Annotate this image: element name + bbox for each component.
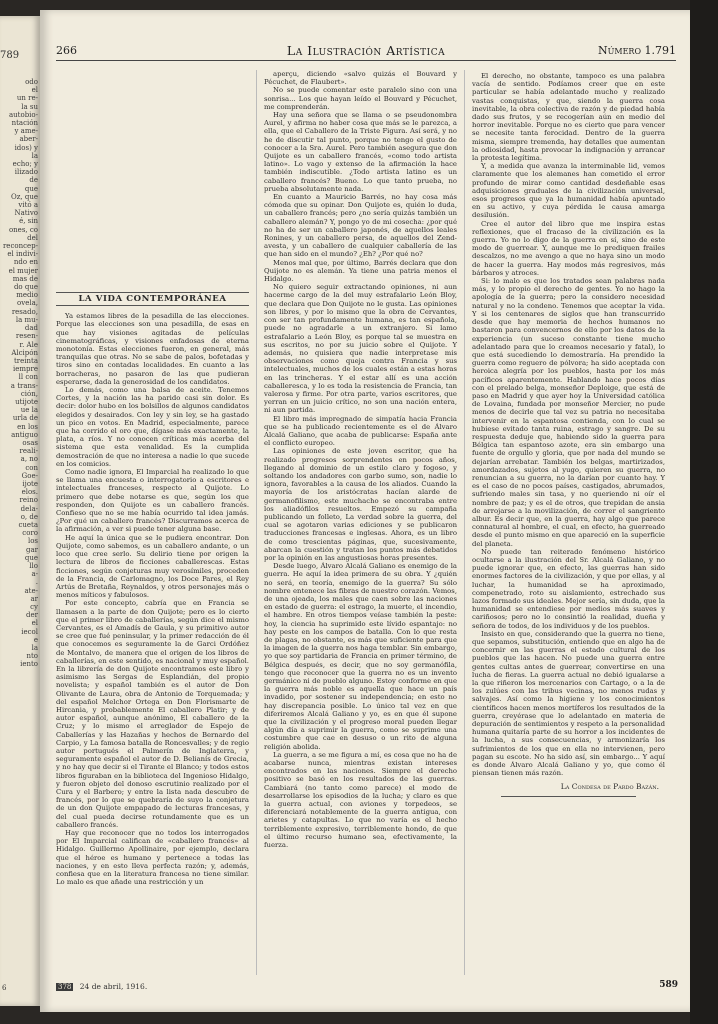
paragraph: Las opiniones de este joven escritor, que ha realizado progresos sorprendentes en pocos años, llegando al dominio de un estilo claro y fogoso, y soltando los andadores con garbo sumo, son, nadie lo ignora, favorables a la causa de los aliados. Cuando la mayoría de los aristócratas hacían alarde de germanofilismo, este muchacho se encontraba entre los aliadófilos resueltos. Empezó su campaña publicando un folleto, La verdad sobre la guerra, del cual se agotaron varias ediciones y se publicaron traducciones francesas e inglesas. Ahora, es un libro de como trescientas páginas, que, sucesivamente, abarcan la cuestión y tratan los puntos más debatidos por la opinión en las angustiosas horas presentes. bbox=[264, 447, 457, 562]
fragment-line: iempre bbox=[13, 365, 38, 374]
fragment-line: e bbox=[33, 635, 38, 644]
fragment-line: en los bbox=[17, 422, 38, 431]
paragraph: El derecho, no obstante, tampoco es una palabra vacía de sentido. Podíamos creer que en este particular se había adelantado mucho y realizado vastas conquistas, y que, siendo la guerra cosa inevitable, la obra colectiva de razón y de piedad había dado sus frutos, y se recogerían aún en medio del horror inevitable. Porque no es cierto que para vencer se necesite tanta ferocidad. Dentro de la guerra misma, siempre tremenda, hay detalles que aumentan la odiosidad, hasta provocar la indignación y arrancar la protesta legítima. bbox=[472, 72, 665, 163]
fragment-line: do que bbox=[13, 283, 38, 292]
fragment-line: odo bbox=[25, 78, 38, 86]
paragraph: No se puede comentar este paralelo sino con una sonrisa... Los que hayan leído el Bouvard y Pécuchet, me comprenderán. bbox=[264, 86, 457, 111]
footer-badge: 378 bbox=[58, 983, 72, 991]
fragment-line: coro bbox=[22, 529, 38, 538]
fragment-line: que bbox=[24, 553, 38, 562]
paragraph: Y, a medida que avanza la interminable lid, vemos claramente que los alemanes han cometido el error profundo de mirar como cantidad desdeñable esas adquisiciones graduales de la civilización universal, esos progresos que ya la humanidad había apuntado en su activo, y cuya pérdida le causa amarga desilusión. bbox=[472, 162, 665, 220]
fragment-line: nto bbox=[26, 652, 38, 661]
paragraph: Menos mal que, por último, Barrés declara que don Quijote no es alemán. Ya tiene una patria menos el Hidalgo. bbox=[264, 258, 457, 284]
paragraph: Lo demás, como una balsa de aceite. Tenemos Cortes, y la nación las ha parido casi sin dolor. Es decir: dolor hubo en los bolsillos de algunos candidatos elegidos y desairados. Con ley y sin ley, se ha gastado un pico en votos. En Madrid, especialmente, parece que ha corrido el oro que, dígase más exactamente, la plata, a ríos. Y no conocen críticas más acerba del sistema que esta venalidad. Es la cumplida demostración de que no interesa a nadie lo que sucede en los comicios. bbox=[56, 386, 249, 468]
fragment-line: Alcipón bbox=[11, 348, 38, 357]
fragment-line: gar bbox=[25, 545, 38, 554]
paragraph: Desde luego, Álvaro Alcalá Galiano es enemigo de la guerra. He aquí la idea primera de su obra. Y ¿quién no será, en teoría, enemigo de la guerra? Su sólo nombre entenece las fibras de nuestro corazón. Vemos, de una ojeada, los males que caen sobre las naciones en estado de guerra: el estrago, la muerte, el incendio, el hambre. En otros tiempos veíase también la peste: hoy, la ciencia ha suprimido este lívido espantajo: no hay peste en los campos de batalla. Con lo que resta de plagas, no obstante, es más que suficiente para que la imagen de la guerra nos haga temblar. Sin embargo, yo que soy partidaria de Francia en primer término, de Bélgica después, es decir, que no soy germanófila, tengo que reconocer que la guerra no es un invento germánico ni de pueblo alguno. Estoy conforme en que la guerra más noble es aquella que hace un país invadido, por sostener su independencia; en esto no hay discrepancia posible. Lo único tal vez en que diferiremos Alcalá Galiano y yo, es en que él supone que la civilización y el progreso moral pueden llegar algún día a suprimir la guerra, como se suprime una costumbre que cae en desuso o un rito de alguna religión abolida. bbox=[264, 562, 457, 751]
fragment-line: del bbox=[27, 233, 38, 242]
fragment-line: vitó a bbox=[18, 201, 38, 210]
fragment-line: Oz, que bbox=[10, 192, 38, 201]
fragment-line: el bbox=[31, 86, 38, 95]
facing-page-footer: 6 bbox=[2, 984, 7, 992]
fragment-line: ar bbox=[30, 594, 38, 603]
fragment-line: der bbox=[26, 611, 38, 620]
paragraph: Por este concepto, cabría que en Francia se llamasen a la parte de don Quijote; pero es lo cierto que el primer libro de caballerías, según dice el mismo Cervantes, es el Amadís de Gaula, y su primitivo autor se cree que fué peninsular, y la primer redacción de él que conocemos es seguramente la de Garci Ordóñez de Montalvo, de manera que el origen de los libros de caballerías, en este sentido, es nacional y muy español. En la librería de don Quijote encontramos este libro y asimismo las Sergas de Esplandián, del propio novelista; y español también es el autor de Don Olivante de Laura, obra de Antonio de Torquemada; y del español Melchor Ortega en Don Florismarte de Hircania, y probablemente El caballero Platir; y de autor español, aunque anónimo, El caballero de la Cruz; y lo mismo el arreglador de Espejo de Caballerías y las Hazañas y hechos de Bernardo del Carpio, y La famosa batalla de Roncesvalles; y de regio autor portugués el Palmerín de Inglaterra, y seguramente español el autor de D. Belianís de Grecia, y no hay que decir si el Tirante el Blanco; y todos estos libros figuraban en la biblioteca del Ingenioso Hidalgo, y fueron objeto del donoso escrutinio realizado por el Cura y el Barbero; y entre la lista nada descubro de francés, por lo que se quebraría de suyo la conjetura de un don Quijote empapado de lecturas francesas, y del cual pueda decirse rotundamente que es un caballero francés. bbox=[56, 599, 249, 829]
fragment-line: mas de bbox=[12, 274, 38, 283]
fragment-line: el indivi- bbox=[7, 250, 38, 259]
fragment-line: cueta bbox=[18, 520, 38, 529]
fragment-line: treinta bbox=[13, 356, 38, 365]
fragment-line: r. Ale bbox=[19, 340, 38, 349]
paragraph: Insisto en que, considerando que la guerra no tiene, que sepamos, substitución, entiendo que en algo ha de concernir en las guerras el estado cultural de los pueblos que las hacen. No puede una guerra entre gentes cultas antes de guerrear, convertirse en una lucha de fieras. La guerra actual no debió igualarse a la que riñeron los mercenarios con Cartago, o a la de los zulúes con las tribus vecinas, no menos rudas y salvajes. Así como la higiene y los conocimientos científicos hacen menos mortíferos los resultados de la guerra, creyérase que lo adelantado en materia de depuración de sentimientos y respeto a la personalidad humana quitaría parte de su horror a los incidentes de la lucha, a sus consecuencias, y armonizaría los sufrimientos de los que en ella no intervienen, pero pagan su escote. No ha sido así, sin embargo... Y aquí es donde Álvaro Alcalá Galiano y yo, que como él piensan tienen más razón. bbox=[472, 629, 665, 778]
fragment-line: reino bbox=[19, 496, 38, 505]
fragment-line: . bbox=[35, 578, 38, 587]
fragment-line: ntación bbox=[11, 119, 38, 128]
fragment-line: la mu- bbox=[15, 315, 38, 324]
fragment-line: ll con bbox=[18, 373, 38, 382]
fragment-line: a, no bbox=[20, 455, 38, 464]
column-3-paragraphs bbox=[472, 72, 665, 777]
paragraph: No puede tan reiterado fenómeno histórico ocultarse a la ilustración del Sr. Alcalá Galiano, y no puede ignorar que, en efecto, las guerras han sido enormes factores de la civilización, y que por ellas, y al luchar, la humanidad se ha aproximado, compenetrado, roto su aislamiento, estrechado sus lazos formado sus ideales. Mejor sería, sin duda, que la humanidad se entendiese por medios más suaves y cariñosos; pero no lo consintió la realidad, dueña y señora de todos, de los individuos y de los pueblos. bbox=[472, 547, 665, 630]
author-signature: La Condesa de Pardo Bazán. bbox=[560, 782, 659, 792]
fragment-line: llo bbox=[29, 561, 38, 570]
fragment-line: ue la bbox=[20, 406, 38, 415]
page-footer-left bbox=[56, 982, 147, 991]
page-header bbox=[56, 44, 676, 61]
paragraph: Si: lo malo es que los tratados sean palabras nada más, y lo propio el derecho de gentes. Yo no hago la apología de la guerra; pero la considero necesidad natural y no la condeno. Tenemos que aceptar la vida. Y si los centenares de siglos que han transcurrido desde que hay memoria de hechos humanos no bastaron para convencernos de ello por los datos de la experiencia (un suceso constante tiene mucho adelantado para que lo creamos necesario y fatal), lo que está sucediendo lo demostraría. Ha prendido la guerra como reguero de pólvora; ha sido aceptada con heroica alegría por los pueblos, hasta por los más pacíficos aparentemente. Hablando hace pocos días con el prelado belga, monseñor Deploige, que está de paso en Madrid y que ayer hoy la Universidad católica de Lovaina, fundada por monseñor Mercier, no pude menos de decirle que tal vez su patria no necesitaba intervenir en la espantosa contienda, con lo cual se hubiese evitado tanta ruina, estrago y sangre. De su respuesta deduje que, habiendo sido la guerra para Bélgica tan espantoso azote, era sin embargo una fuente de orgullo y gloria, que por nada del mundo se dejarían arrebatar. También los belgas, martirizados, amordazados, sujetos al yugo, quieren su guerra, no renuncian a su guerra, no la darían por cuanto hay. Y es el caso de no pocos países, castigados, abrumados, sufriendo males sin tasa, y no queriendo ni oír el nombre de paz; y es el de otros, que trepidan de ansia de arrojarse a la movilización, de correr el sangriento albur. Es decir que, en la guerra, hay algo que parece connatural al hombre, el cual, en efecto, ha guerreado desde el punto mismo en que apareció en la superficie del planeta. bbox=[472, 277, 665, 548]
blank-space bbox=[56, 70, 249, 292]
article-column-1 bbox=[56, 70, 249, 886]
paragraph: He aquí la única que se le pudiera encontrar. Don Quijote, como sabemos, es un caballero andante, o un loco que cree serlo. Su delirio tiene por origen la lectura de libros de ficciones caballerescas. Estas ficciones, según conjeturas muy verosímiles, proceden de la Francia, de Carlomagno, los Doce Pares, el Rey Artús de Bretaña, Reynaldos, y otros personajes más o menos míticos y fabulosos. bbox=[56, 533, 249, 600]
fragment-line: ilizado bbox=[14, 168, 38, 177]
fragment-line: antiguo bbox=[11, 430, 38, 439]
article-column-3 bbox=[472, 72, 665, 797]
fragment-line: que bbox=[24, 184, 38, 193]
signature-rule bbox=[501, 796, 636, 797]
fragment-line: un re- bbox=[16, 94, 38, 103]
fragment-line: osas bbox=[22, 438, 38, 447]
paragraph: No quiero seguir extractando opiniones, ni aun hacerme cargo de la del muy estrafalario León Bloy, que declara que Don Quijote no le gusta. Las opiniones son libres, y por lo mismo que la obra de Cervantes, con ser tan profundamente humana, es tan española, puede no agradarle a un extranjero. Si lamo estrafalario a León Bloy, es porque tal se muestra en sus escritos, no por su juicio sobre el Quijote. Y además, no quisiera que nadie interpretase mis observaciones como queja contra Francia y sus intelectuales, muchos de los cuales están a estas horas en las trincheras. Y el estar allí es una acción caballeresca, y lo es toda la resistencia de Francia, tan valerosa y firme. Por otra parte, varios escritores, que yerran en un juicio crítico, no son una nación entera, ni aun partida. bbox=[264, 283, 457, 415]
fragment-line: medio bbox=[16, 291, 38, 300]
fragment-line: reconcep- bbox=[2, 242, 38, 251]
fragment-line: con bbox=[25, 463, 38, 472]
fragment-line: a trans- bbox=[10, 381, 38, 390]
paragraph: La guerra, a se me figura a mí, es cosa que no ha de acabarse nunca, mientras existan intereses encontrados en las naciones. Siempre el derecho positivo se basó en los resultados de las guerras. Cambiará (no tanto como parece) el modo de desarrollarse los episodios de la lucha; y claro es que la guerra actual, con aviones y torpedeos, se diferenciará notablemente de la guerra antigua, con arietes y catapultas. Lo que no varía es el hecho terriblemente expresivo, terriblemente hondo, de que el último recurso humano sea, efectivamente, la fuerza. bbox=[264, 750, 457, 850]
fragment-line: la su bbox=[21, 102, 38, 111]
fragment-line: iecol bbox=[21, 627, 38, 636]
fragment-line: de bbox=[29, 176, 38, 185]
paragraph: Cree el autor del libro que me inspira estas reflexiones, que el fracaso de la civilización es la guerra. Yo no lo digo de la guerra en sí, sino de este modo de guerrear. Y, aunque me lo prediquen frailes descalzos, no me avengo a que no haya sino un modo de hacer la guerra. Hay modos más regresivos, más bárbaros y atroces. bbox=[472, 219, 665, 277]
fragment-line: echo; y bbox=[12, 160, 38, 169]
fragment-line: ción, bbox=[20, 389, 38, 398]
fragment-line: resado, bbox=[11, 307, 38, 316]
header-title: La Ilustración Artística bbox=[286, 43, 446, 58]
fragment-line: a- bbox=[31, 570, 38, 579]
fragment-line: idos) y bbox=[14, 143, 38, 152]
footer-page-number: 589 bbox=[659, 980, 678, 990]
article-column-2 bbox=[264, 70, 457, 849]
paragraph: Hay que reconocer que no todos los interrogados por El Imparcial califican de «caballero francés» al Hidalgo. Guillermo Apollinaire, por ejemplo, declara que el héroe es humano y pertenece a todas las naciones, y en esto lleva perfecta razón; y, además, confiesa que en la literatura francesa no tiene similar. Lo malo es que añade una restricción y un bbox=[56, 829, 249, 887]
paragraph: En cuanto a Mauricio Barrés, no hay cosa más cómoda que su opinar. Don Quijote es, quién lo duda, un caballero francés; pero ¿no sería quizás también un caballero alemán? Y, pongo yo de mi cosecha: ¿por qué no ha de ser un caballero japonés, de aquellos leales Ronines, y un caballero persa, de aquellos del Zend-avesta, y un caballero de cualquier caballería de las que han sido en el mundo? ¿Eh? ¿Por qué no? bbox=[264, 193, 457, 259]
fragment-line: ndo en bbox=[13, 258, 38, 267]
fragment-line: o, de bbox=[20, 512, 38, 521]
column-1-paragraphs bbox=[56, 312, 249, 886]
fragment-line: los bbox=[27, 537, 38, 546]
fragment-line: iento bbox=[20, 660, 38, 669]
paragraph: Como nadie ignora, El Imparcial ha realizado lo que se llama una encuesta o interrogatorio a escritores e intelectuales franceses, respecto al Quijote. Lo primero que debe notarse es que, según los que responden, don Quijote es un caballero francés. Confieso que no se me había ocurrido tal idea jamás. ¿Por qué un caballero francés? Discurramos acerca de la afirmación, a ver si puede tener alguna base. bbox=[56, 468, 249, 534]
fragment-line: urla de bbox=[12, 414, 38, 423]
fragment-line: resen- bbox=[15, 332, 38, 341]
column-2-paragraphs bbox=[264, 70, 457, 849]
magazine-page bbox=[40, 10, 690, 1012]
column-divider bbox=[464, 70, 465, 975]
header-page-number: 266 bbox=[56, 44, 77, 57]
fragment-line: la bbox=[31, 644, 38, 653]
fragment-line: utijote bbox=[15, 397, 38, 406]
facing-page-text-fragments bbox=[2, 78, 38, 669]
fragment-line: ijote bbox=[22, 479, 38, 488]
section-title: LA VIDA CONTEMPORÁNEA bbox=[56, 292, 249, 306]
fragment-line: é, sin bbox=[19, 217, 38, 226]
fragment-line: la bbox=[31, 151, 38, 160]
fragment-line: dela- bbox=[20, 504, 38, 513]
fragment-line: Goe- bbox=[21, 471, 38, 480]
paragraph: Hay una señora que se llama o se pseudonombra Aurel, y afirma no haber cosa que más se le parezca, a ella, que el Caballero de la Triste Figura. Así será, y no he de discutir tal punto, porque no tengo el gusto de conocer a la Sra. Aurel. Pero también asegura que don Quijote es un caballero francés, «como todo artista latino». Lo vago y extenso de la afirmación la hace también indiscutible. ¿Todo artista latino es un caballero francés? Bueno. Lo que tanto prueba, no prueba absolutamente nada. bbox=[264, 111, 457, 193]
fragment-line: cy bbox=[30, 603, 38, 611]
fragment-line: dad bbox=[24, 324, 38, 333]
paragraph: aperçu, diciendo «salvo quizás el Bouvard y Pécuchet, de Flaubert». bbox=[264, 70, 457, 87]
fragment-line: Nativo bbox=[14, 209, 38, 218]
header-issue-number: Número 1.791 bbox=[598, 44, 676, 57]
fragment-line: ate- bbox=[24, 586, 38, 595]
column-divider bbox=[256, 70, 257, 975]
fragment-line: reali- bbox=[19, 447, 38, 456]
footer-date: 24 de abril, 1916. bbox=[79, 982, 148, 991]
dark-margin bbox=[690, 0, 718, 1024]
fragment-line: el mujer bbox=[8, 266, 38, 275]
facing-page-edge bbox=[0, 16, 40, 1006]
paragraph: El libro más impregnado de simpatía hacia Francia que se ha publicado recientemente es el de Álvaro Alcalá Galiano, que acaba de publicarse: España ante el conflicto europeo. bbox=[264, 414, 457, 448]
fragment-line: y ame- bbox=[14, 127, 38, 136]
fragment-line: aber- bbox=[19, 135, 38, 144]
fragment-line: ovela, bbox=[17, 299, 38, 308]
facing-page-number: 789 bbox=[0, 50, 20, 61]
paragraph: Ya estamos libres de la pesadilla de las elecciones. Porque las elecciones son una pesadilla, de esas en que hay visiones agitadas de películas cinematográficas, y visiones enfadosas de eterna monotonía. Estas elecciones fueron, en general, más tranquilas que otras. No se sabe de palos, bofetadas y tiros sino en contadas localidades. En cuanto a las borracheras, no pasaron de las que pudieran esperarse, dada la generosidad de los candidatos. bbox=[56, 312, 249, 386]
fragment-line: el bbox=[31, 619, 38, 628]
fragment-line: ones, co bbox=[8, 225, 38, 234]
fragment-line: autobio- bbox=[8, 110, 38, 119]
fragment-line: elos. bbox=[21, 488, 38, 497]
